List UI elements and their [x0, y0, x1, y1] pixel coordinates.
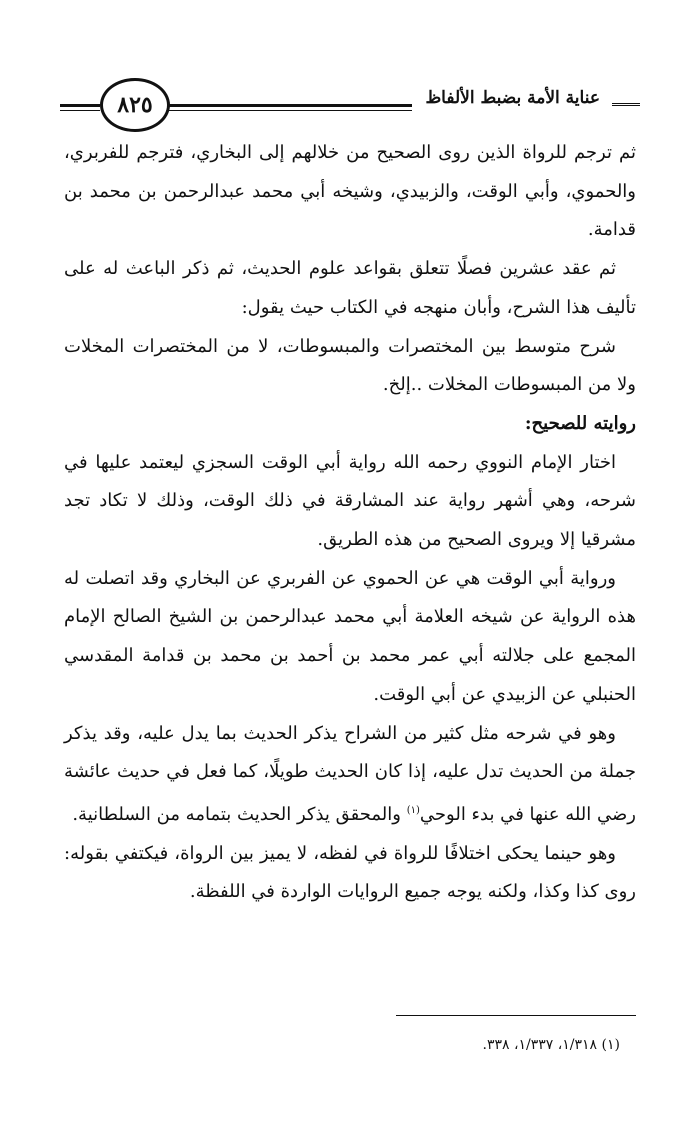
footnote: (١) ١/٣١٨، ١/٣٣٧، ٣٣٨. [482, 1037, 620, 1053]
footnote-reference[interactable]: (١) [406, 804, 420, 816]
header-rule-left-thin [60, 110, 100, 111]
paragraph: شرح متوسط بين المختصرات والمبسوطات، لا من المختصرات المخلات ولا من المبسوطات المخلات ..إلخ. [64, 335, 636, 396]
page-header [60, 70, 640, 136]
header-rule-right [612, 103, 640, 106]
paragraph: وهو حينما يحكى اختلافًا للرواة في لفظه، لا يميز بين الرواة، فيكتفي بقوله: روى كذا وكذا، ولكنه يوجه جميع الروايات الواردة في اللفظة. [64, 842, 636, 903]
paragraph [64, 715, 636, 835]
paragraph: ثم عقد عشرين فصلًا تتعلق بقواعد علوم الحديث، ثم ذكر الباعث له على تأليف هذا الشرح، وأبان منهجه في الكتاب حيث يقول: [64, 258, 636, 318]
section-heading: روايته للصحيح: [524, 412, 636, 434]
paragraph: ثم ترجم للرواة الذين روى الصحيح من خلالهم إلى البخاري، فترجم للفربري، والحموي، وأبي الوقت، والزبيدي، وشيخه أبي محمد عبدالرحمن بن محمد بن قدامة. [64, 142, 636, 241]
paragraph: اختار الإمام النووي رحمه الله رواية أبي الوقت السجزي ليعتمد عليها في شرحه، وهي أشهر رواية عند المشارقة في ذلك الوقت، وذلك لا تكاد تجد مشرقيا إلا ويروى الصحيح من هذه الطريق. [64, 451, 636, 551]
paragraph-text: والمحقق يذكر الحديث بتمامه من السلطانية. [72, 803, 407, 825]
paragraph: ورواية أبي الوقت هي عن الحموي عن الفربري عن البخاري وقد اتصلت له هذه الرواية عن شيخه العلامة أبي محمد عبدالرحمن بن الشيخ الصالح الإمام المجمع على جلالته أبي عمر محمد بن أحمد بن محمد بن قدامة المقدسي الحنبلي عن الزبيدي عن أبي الوقت. [64, 567, 636, 705]
running-title: عناية الأمة بضبط الألفاظ [425, 88, 600, 108]
page-number: ٨٢٥ [100, 78, 170, 132]
header-rule-middle-thin [168, 110, 412, 111]
header-rule-left [60, 104, 100, 107]
footnote-divider [396, 1015, 636, 1016]
paragraph-text: وهو في شرحه مثل كثير من الشراح يذكر الحديث بما يدل عليه، وقد يذكر جملة من الحديث تدل عليه، إذا كان الحديث طويلًا، كما فعل في حديث عائشة رضي الله عنها في بدء الوحي [64, 722, 636, 825]
header-rule-middle [168, 104, 412, 107]
main-text [64, 134, 636, 912]
